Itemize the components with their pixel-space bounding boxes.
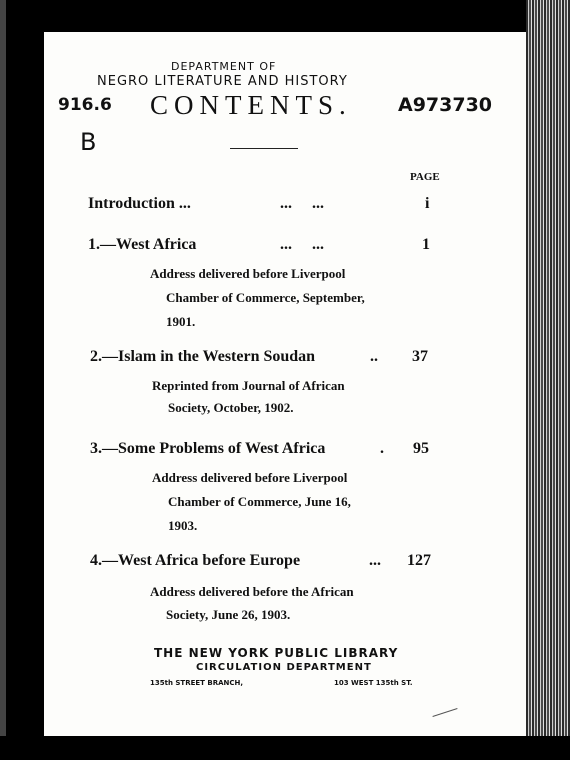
entry-title: 4.—West Africa before Europe — [90, 552, 301, 569]
entry-description: 1901. — [166, 314, 196, 329]
library-stamp-department: CIRCULATION DEPARTMENT — [196, 662, 372, 673]
entry-description: Address delivered before Liverpool — [150, 266, 346, 281]
entry-description: Address delivered before Liverpool — [152, 470, 348, 485]
entry-page-number: i — [425, 195, 430, 212]
library-stamp-name: THE NEW YORK PUBLIC LIBRARY — [154, 646, 399, 660]
entry-description: Address delivered before the African — [150, 584, 354, 599]
entry-leader: ... ... — [280, 236, 324, 253]
entry-page-number: 127 — [407, 552, 431, 569]
handwritten-call-number: 916.6 — [58, 95, 112, 115]
handwritten-accession-number: A973730 — [398, 94, 493, 116]
pencil-mark — [432, 708, 457, 717]
entry-leader: ... ... — [280, 195, 324, 212]
entry-page-number: 95 — [413, 440, 429, 457]
contents-title: CONTENTS. — [150, 90, 352, 120]
entry-description: Chamber of Commerce, June 16, — [168, 494, 351, 509]
stamp-negro-literature: NEGRO LITERATURE AND HISTORY — [97, 74, 348, 89]
library-stamp-address: 103 WEST 135th ST. — [334, 679, 413, 687]
entry-description: 1903. — [168, 518, 198, 533]
entry-description: Chamber of Commerce, September, — [166, 290, 365, 305]
handwritten-letter: B — [80, 128, 97, 156]
entry-leader: . — [380, 440, 384, 457]
scan-left-edge — [0, 0, 6, 760]
entry-leader: ... — [369, 552, 381, 569]
entry-page-number: 1 — [422, 236, 430, 253]
entry-page-number: 37 — [412, 348, 428, 365]
library-stamp-branch: 135th STREET BRANCH, — [150, 679, 244, 687]
scan-bottom-edge — [0, 736, 570, 760]
entry-leader: .. — [370, 348, 378, 365]
title-rule — [230, 148, 298, 149]
entry-description: Society, October, 1902. — [168, 400, 294, 415]
entry-description: Society, June 26, 1903. — [166, 607, 291, 622]
page-column-header: PAGE — [410, 171, 440, 183]
entry-title: Introduction ... — [88, 195, 191, 212]
stamp-department: DEPARTMENT OF — [171, 60, 277, 73]
entry-title: 2.—Islam in the Western Soudan — [90, 348, 316, 365]
entry-title: 3.—Some Problems of West Africa — [90, 440, 326, 457]
document-page — [44, 32, 538, 736]
scan-right-edge — [526, 0, 570, 760]
entry-title: 1.—West Africa — [88, 236, 197, 253]
entry-description: Reprinted from Journal of African — [152, 378, 345, 393]
